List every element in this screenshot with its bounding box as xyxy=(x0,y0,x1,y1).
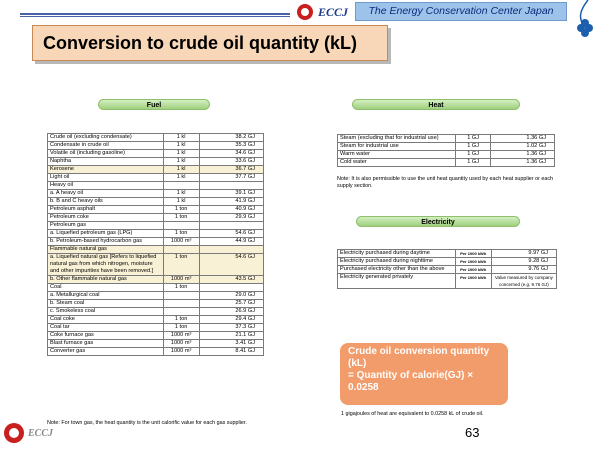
callout-line-1: Crude oil conversion quantity (kL) xyxy=(348,346,490,369)
page-title: Conversion to crude oil quantity (kL) xyxy=(32,25,388,61)
table-row xyxy=(48,284,264,292)
header-rule xyxy=(20,13,290,15)
row-name: Petroleum asphalt xyxy=(48,206,164,214)
heat-note: Note: It is also permissible to use the unit heat quantity used by each heat supplier or each supply section. xyxy=(337,176,554,189)
row-value: 26.9 GJ xyxy=(199,308,263,316)
table-row xyxy=(48,230,264,238)
row-name: Converter gas xyxy=(48,348,164,356)
row-name: Electricity purchased during nighttime xyxy=(338,258,456,266)
row-unit: 1 ton xyxy=(163,214,199,222)
row-value: 41.9 GJ xyxy=(199,198,263,206)
row-value: 34.6 GJ xyxy=(199,150,263,158)
table-row xyxy=(48,340,264,348)
row-name: Crude oil (excluding condensate) xyxy=(48,134,164,142)
row-unit: 1 kl xyxy=(163,174,199,182)
table-row xyxy=(338,143,555,151)
row-unit: 1 GJ xyxy=(455,143,491,151)
row-value: 3.41 GJ xyxy=(199,340,263,348)
table-row xyxy=(48,254,264,276)
table-row xyxy=(48,158,264,166)
table-row xyxy=(48,308,264,316)
table-row xyxy=(338,266,557,274)
row-value: 29.9 GJ xyxy=(199,214,263,222)
row-name: Coal coke xyxy=(48,316,164,324)
row-unit: 1 ton xyxy=(163,230,199,238)
row-value: 37.7 GJ xyxy=(199,174,263,182)
row-value xyxy=(199,182,263,190)
fuel-section-label: Fuel xyxy=(98,99,210,110)
row-name: Coal tar xyxy=(48,324,164,332)
row-name: Flammable natural gas xyxy=(48,246,164,254)
heat-section-label: Heat xyxy=(352,99,520,110)
row-value: 25.7 GJ xyxy=(199,300,263,308)
row-value: 9.97 GJ xyxy=(491,250,556,258)
table-row xyxy=(48,300,264,308)
row-unit: 1000 m³ xyxy=(163,340,199,348)
row-name: Petroleum coke xyxy=(48,214,164,222)
row-value: 54.6 GJ xyxy=(199,230,263,238)
row-unit: Per 1000 kWh xyxy=(455,274,491,289)
row-value xyxy=(199,284,263,292)
organization-banner: The Energy Conservation Center Japan xyxy=(355,2,567,21)
page-number: 63 xyxy=(465,425,480,440)
row-unit: Per 1000 kWh xyxy=(455,250,491,258)
row-unit: 1 kl xyxy=(163,134,199,142)
row-unit: 1 kl xyxy=(163,142,199,150)
row-name: a. Liquefied petroleum gas (LPG) xyxy=(48,230,164,238)
row-unit: 1 GJ xyxy=(455,135,491,143)
row-name: Heavy oil xyxy=(48,182,164,190)
row-value: 1.02 GJ xyxy=(491,143,555,151)
callout-line-2: = Quantity of calorie(GJ) × 0.0258 xyxy=(348,370,474,393)
row-unit: 1 ton xyxy=(163,324,199,332)
table-row xyxy=(48,142,264,150)
row-unit: 1 ton xyxy=(163,284,199,292)
row-name: Blast furnace gas xyxy=(48,340,164,348)
table-row xyxy=(48,324,264,332)
fuel-table xyxy=(47,133,264,356)
row-name: b. B and C heavy oils xyxy=(48,198,164,206)
row-value: 37.3 GJ xyxy=(199,324,263,332)
electricity-table xyxy=(337,249,557,289)
row-value: 8.41 GJ xyxy=(199,348,263,356)
table-row xyxy=(48,332,264,340)
row-name: Condensate in crude oil xyxy=(48,142,164,150)
row-unit: 1 kl xyxy=(163,198,199,206)
row-name: Purchased electricity other than the above xyxy=(338,266,456,274)
table-row xyxy=(48,238,264,246)
table-row xyxy=(48,206,264,214)
row-value: 54.6 GJ xyxy=(199,254,263,276)
row-name: Electricity purchased during daytime xyxy=(338,250,456,258)
row-value xyxy=(199,222,263,230)
table-row xyxy=(48,316,264,324)
row-unit: 1 kl xyxy=(163,158,199,166)
row-value: 1.36 GJ xyxy=(491,135,555,143)
row-value: 44.9 GJ xyxy=(199,238,263,246)
table-row xyxy=(48,150,264,158)
table-row xyxy=(48,198,264,206)
row-name: Light oil xyxy=(48,174,164,182)
row-unit: Per 1000 kWh xyxy=(455,258,491,266)
row-value: 29.4 GJ xyxy=(199,316,263,324)
electricity-section-label: Electricity xyxy=(356,216,520,227)
row-name: Warm water xyxy=(338,151,456,159)
row-name: b. Petroleum-based hydrocarbon gas xyxy=(48,238,164,246)
row-value: 39.1 GJ xyxy=(199,190,263,198)
row-unit: 1000 m³ xyxy=(163,332,199,340)
row-name: Naphtha xyxy=(48,158,164,166)
header-rule-thin xyxy=(20,16,290,17)
row-unit: 1 kl xyxy=(163,190,199,198)
row-name: b. Other flammable natural gas xyxy=(48,276,164,284)
row-name: a. A heavy oil xyxy=(48,190,164,198)
row-name: Coal xyxy=(48,284,164,292)
table-row xyxy=(48,134,264,142)
row-name: Cold water xyxy=(338,159,456,167)
row-name: a. Liquefied natural gas [Refers to liquefied natural gas from which nitrogen, moisture and other impurities have been removed.] xyxy=(48,254,164,276)
heat-table xyxy=(337,134,555,167)
table-row xyxy=(338,151,555,159)
table-row xyxy=(48,292,264,300)
clover-decoration-icon xyxy=(570,0,600,44)
row-name: Coke furnace gas xyxy=(48,332,164,340)
conversion-footnote: 1 gigajoules of heat are equivalent to 0.0258 kL of crude oil. xyxy=(341,411,484,417)
row-value: 1.36 GJ xyxy=(491,151,555,159)
row-value: 38.2 GJ xyxy=(199,134,263,142)
fuel-note: Note: For town gas, the heat quantity is the unit calorific value for each gas supplier. xyxy=(47,420,247,426)
conversion-formula-callout xyxy=(340,343,508,405)
row-value: 40.9 GJ xyxy=(199,206,263,214)
table-row xyxy=(338,250,557,258)
table-row xyxy=(48,214,264,222)
row-unit xyxy=(163,246,199,254)
table-row xyxy=(48,222,264,230)
table-row xyxy=(48,166,264,174)
row-name: Kerosene xyxy=(48,166,164,174)
table-row xyxy=(48,182,264,190)
table-row xyxy=(48,348,264,356)
row-unit: 1000 m³ xyxy=(163,238,199,246)
row-value: 35.3 GJ xyxy=(199,142,263,150)
row-unit: 1 kl xyxy=(163,150,199,158)
row-name: Petroleum gas xyxy=(48,222,164,230)
footer-logo-text: ECCJ xyxy=(28,428,54,439)
row-value: 36.7 GJ xyxy=(199,166,263,174)
table-row xyxy=(48,174,264,182)
row-name: Steam for industrial use xyxy=(338,143,456,151)
row-unit: 1000 m³ xyxy=(163,348,199,356)
table-row xyxy=(338,258,557,266)
row-unit xyxy=(163,292,199,300)
table-row xyxy=(48,276,264,284)
footer-logo-icon xyxy=(4,423,24,443)
row-value: 1.36 GJ xyxy=(491,159,555,167)
row-value: Value measured by company concerned (e.g. 9.76 GJ) xyxy=(491,274,556,289)
row-value: 9.76 GJ xyxy=(491,266,556,274)
row-value: 9.28 GJ xyxy=(491,258,556,266)
row-unit xyxy=(163,308,199,316)
row-value: 21.1 GJ xyxy=(199,332,263,340)
row-unit: 1 ton xyxy=(163,316,199,324)
eccj-logo-icon xyxy=(297,4,313,20)
row-unit xyxy=(163,222,199,230)
row-unit: 1 kl xyxy=(163,166,199,174)
row-name: a. Metallurgical coal xyxy=(48,292,164,300)
row-value: 43.5 GJ xyxy=(199,276,263,284)
row-name: c. Smokeless coal xyxy=(48,308,164,316)
table-row xyxy=(338,274,557,289)
row-unit xyxy=(163,300,199,308)
table-row xyxy=(338,135,555,143)
row-unit xyxy=(163,182,199,190)
row-value xyxy=(199,246,263,254)
row-unit: 1 ton xyxy=(163,206,199,214)
row-value: 33.6 GJ xyxy=(199,158,263,166)
header-logo-text: ECCJ xyxy=(318,5,349,19)
table-row xyxy=(48,246,264,254)
row-name: Electricity generated privately xyxy=(338,274,456,289)
row-unit: 1000 m³ xyxy=(163,276,199,284)
table-row xyxy=(48,190,264,198)
table-row xyxy=(338,159,555,167)
row-unit: 1 GJ xyxy=(455,151,491,159)
row-unit: 1 ton xyxy=(163,254,199,276)
row-name: Volatile oil (including gasoline) xyxy=(48,150,164,158)
row-unit: 1 GJ xyxy=(455,159,491,167)
row-name: b. Steam coal xyxy=(48,300,164,308)
row-name: Steam (excluding that for industrial use) xyxy=(338,135,456,143)
row-value: 29.0 GJ xyxy=(199,292,263,300)
row-unit: Per 1000 kWh xyxy=(455,266,491,274)
